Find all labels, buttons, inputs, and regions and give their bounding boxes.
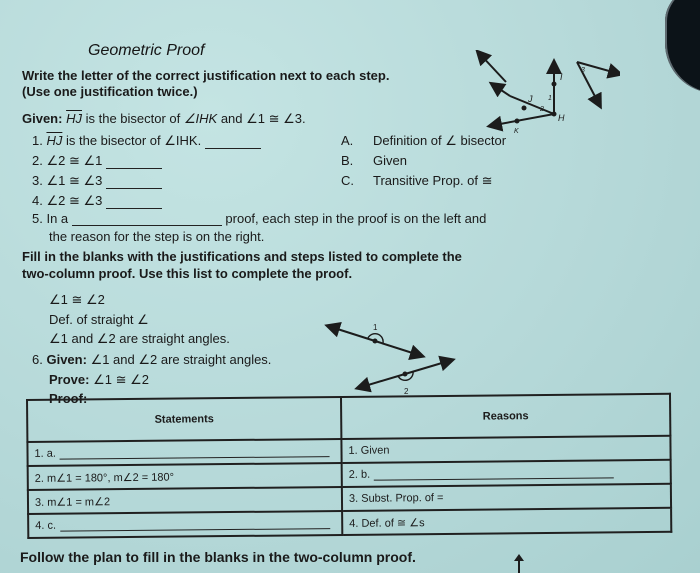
reason-2-blank[interactable] [374,467,614,480]
statement-cell-2: 2. m∠1 = 180°, m∠2 = 180° [28,463,342,490]
statement-cell-1: 1. a. [27,439,341,466]
given-statement: Given: $\overline{HJ}$ is the bisector of ∠IHK and ∠1 ≅ ∠3. [22,111,306,126]
reason-cell-4: 4. Def. of ≅ ∠s [342,508,671,535]
step-3-blank[interactable] [106,176,162,189]
word-list-item-3: ∠1 and ∠2 are straight angles. [49,331,230,346]
instructions-line-2: (Use one justification twice.) [22,84,198,99]
svg-text:1: 1 [548,95,552,102]
step-4-blank[interactable] [106,196,162,209]
word-list-item-2: Def. of straight ∠ [49,312,149,327]
table-header-row [27,394,670,442]
statement-4-blank[interactable] [60,518,330,532]
device-edge [665,0,700,93]
step-3: 3. ∠1 ≅ ∠3 [32,173,162,189]
svg-text:2: 2 [540,106,544,113]
angle-bisector-figure [470,50,620,150]
fill-instructions-line-2: two-column proof. Use this list to complete the proof. [22,266,353,281]
step-1: 1. $\overline{HJ}$ is the bisector of ∠IHK. [32,133,261,149]
instructions-line-1: Write the letter of the correct justification next to each step. [22,68,390,83]
statements-header: Statements [27,397,341,442]
step-1-blank[interactable] [205,136,261,149]
segment-hj: $\overline{HJ}$ [66,111,82,126]
step-2-blank[interactable] [106,156,162,169]
svg-text:2: 2 [404,387,409,396]
table-row [28,508,671,538]
svg-text:H: H [558,113,565,123]
fill-instructions-line-1: Fill in the blanks with the justifications and steps listed to complete the [22,249,462,264]
question-6-given: 6. Given: ∠1 and ∠2 are straight angles. [32,352,272,367]
statement-cell-4: 4. c. [28,511,342,538]
worksheet-title: Geometric Proof [88,42,205,59]
bottom-instruction: Follow the plan to fill in the blanks in the two-column proof. [20,549,416,565]
question-5-line-2: the reason for the step is on the right. [49,229,265,244]
svg-text:3: 3 [581,67,585,74]
statement-1-blank[interactable] [60,446,330,460]
svg-text:K: K [514,128,519,135]
question-5: 5. In a proof, each step in the proof is on the left and [32,211,487,226]
statement-cell-3: 3. m∠1 = m∠2 [28,487,342,514]
svg-text:1: 1 [373,323,378,332]
straight-angles-figure [320,320,465,400]
reasons-header: Reasons [341,394,670,439]
question-6-prove: Prove: ∠1 ≅ ∠2 [49,372,149,387]
option-b: B. Given [341,153,407,168]
reason-cell-2: 2. b. [342,460,671,487]
svg-text:I: I [560,72,563,82]
proof-table [26,393,672,539]
step-2: 2. ∠2 ≅ ∠1 [32,153,162,169]
proof-label: Proof: [49,391,88,406]
reason-cell-1: 1. Given [341,436,670,463]
svg-text:J: J [528,94,533,104]
option-c: C. Transitive Prop. of ≅ [341,173,493,188]
question-5-blank[interactable] [72,213,222,226]
step-4: 4. ∠2 ≅ ∠3 [32,193,162,209]
word-list-item-1: ∠1 ≅ ∠2 [49,292,105,307]
arrow-up-icon [512,553,526,573]
reason-cell-3: 3. Subst. Prop. of = [342,484,671,511]
option-a: A. Definition of ∠ bisector [341,133,507,148]
